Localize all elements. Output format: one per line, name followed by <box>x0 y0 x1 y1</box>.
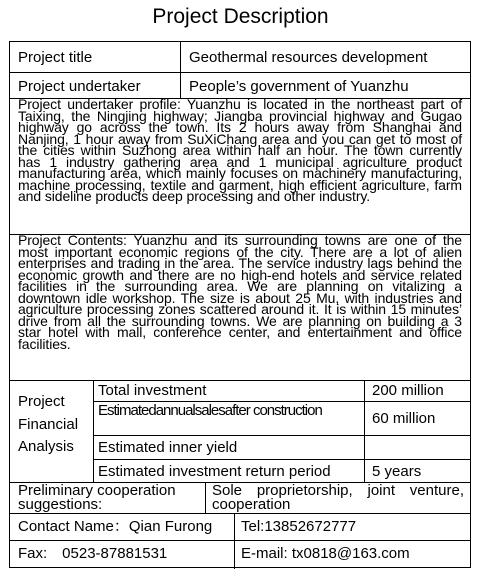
project-contents-text <box>10 232 470 352</box>
project-contents-label: Project Contents: <box>18 232 127 248</box>
financial-analysis-label-text: Project Financial Analysis <box>18 393 79 455</box>
project-title-row <box>10 42 470 73</box>
financial-item-name: Total investment <box>94 381 365 401</box>
contact-name: Contact Name：Qian Furong <box>18 518 213 535</box>
cooperation-label: Preliminary cooperation suggestions: <box>18 483 176 513</box>
financial-analysis-row <box>10 381 470 483</box>
project-contents-row <box>10 232 470 381</box>
financial-item-value: 5 years <box>372 463 422 480</box>
project-form <box>9 41 471 568</box>
financial-item-name: Estimated investment return period <box>94 460 365 483</box>
contact-tel: Tel:13852672777 <box>234 514 470 540</box>
contact-email: E-mail: tx0818@163.com <box>234 541 470 569</box>
undertaker-profile-label: Project undertaker profile: <box>18 96 181 112</box>
financial-item-name: Estimatedannualsalesafter construction <box>94 402 365 435</box>
financial-item-value <box>365 436 470 459</box>
undertaker-profile-body: Yuanzhu is located in the northeast part of Taixing, the Ningjing highway; Jiangba provincial highway and Gugao highway go across the town. Its 2 hours away from Shanghai and Nanjing, 1 hour away from SuXiChang area and you can get to most of the cities within Suzhong area within half an hour. The town currently has 1 industry gathering area and 1 municipal agriculture product manufacturing area, which mainly focuses on machinery manufacturing, machine processing, textile and garment, high efficient agriculture, farm and sideline products deep processing and other industry. <box>18 96 462 204</box>
financial-row <box>94 402 470 436</box>
project-title-value: Geothermal resources development <box>180 42 470 72</box>
project-contents-body: Yuanzhu and its surrounding towns are one of the most important economic regions of the city. There are a lot of alien enterprises and trading in the area. The service industry lags behind the economic growth and there are no high-end hotels and service related facilities in the surrounding area. We are planning on vitalizing a downtown idle workshop. The size is about 25 Mu, with industries and agriculture processing zones scattered around it. It is within 15 minutes’ drive from all the surrounding towns. We are planning on building a 3 star hotel with mall, conference center, and entertainment and office facilities. <box>18 232 462 352</box>
financial-row <box>94 460 470 483</box>
cooperation-row <box>10 483 470 514</box>
project-undertaker-value: People’s government of Yuanzhu <box>180 73 470 98</box>
fax-row <box>10 541 470 569</box>
project-undertaker-label: Project undertaker <box>18 78 141 95</box>
financial-item-value: 200 million <box>372 382 444 399</box>
contact-fax: Fax: 0523-87881531 <box>18 545 168 562</box>
cooperation-value: Sole proprietorship, joint venture, cooperation <box>205 483 470 513</box>
project-title-label: Project title <box>18 49 93 66</box>
financial-item-name: Estimated inner yield <box>94 436 365 459</box>
contact-row <box>10 514 470 541</box>
financial-row <box>94 436 470 460</box>
financial-analysis-label <box>10 381 94 482</box>
financial-item-value: 60 million <box>372 410 436 427</box>
undertaker-profile-row <box>10 96 470 235</box>
page-title: Project Description <box>152 5 329 28</box>
financial-row <box>94 381 470 402</box>
undertaker-profile-text <box>10 96 470 204</box>
